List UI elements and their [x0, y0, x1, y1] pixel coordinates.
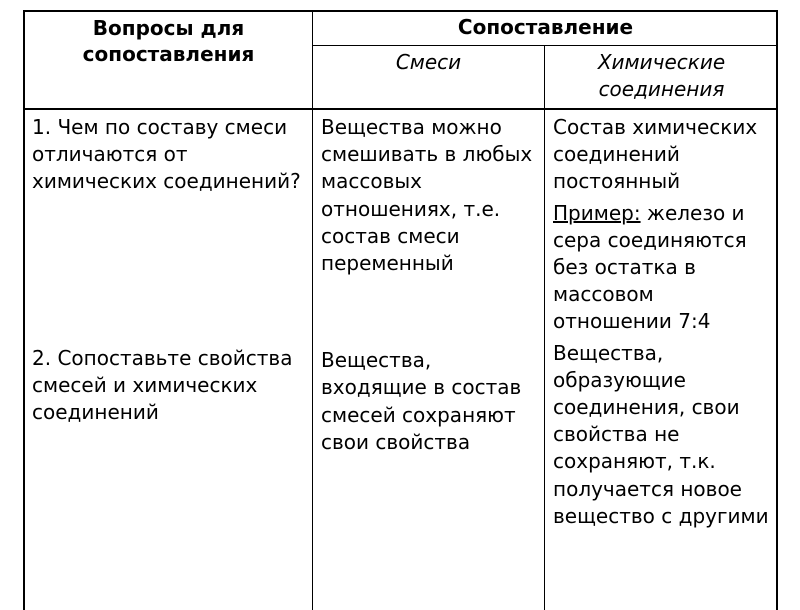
compounds-column — [545, 110, 778, 610]
compounds-example — [553, 200, 774, 336]
mixtures-answer-1: Вещества можно смешивать в любых массовых отношениях, т.е. состав смеси переменный — [321, 115, 533, 276]
mixtures-column — [313, 110, 545, 610]
header-comparison: Сопоставление — [313, 12, 778, 46]
mixtures-answer-2: Вещества, входящие в состав смесей сохраняют свои свойства — [321, 348, 522, 454]
header-questions: Вопросы для сопоставления — [25, 12, 313, 108]
header-mixtures: Смеси — [313, 46, 545, 108]
question-1: 1. Чем по составу смеси отличаются от химических соединений? — [32, 115, 301, 194]
example-text: железо и сера соединяются без остатка в массовом отношении 7:4 — [553, 200, 747, 334]
comparison-table — [23, 10, 778, 610]
questions-column — [25, 110, 313, 610]
compounds-composition: Состав химических соединений постоянный — [553, 115, 758, 194]
question-2: 2. Сопоставьте свойства смесей и химических соединений — [32, 345, 293, 425]
example-label: Пример: — [553, 200, 641, 225]
compounds-properties: Вещества, образующие соединения, свои свойства не сохраняют, т.к. получается новое вещество с другими — [553, 340, 769, 528]
header-compounds: Химические соединения — [597, 50, 726, 101]
